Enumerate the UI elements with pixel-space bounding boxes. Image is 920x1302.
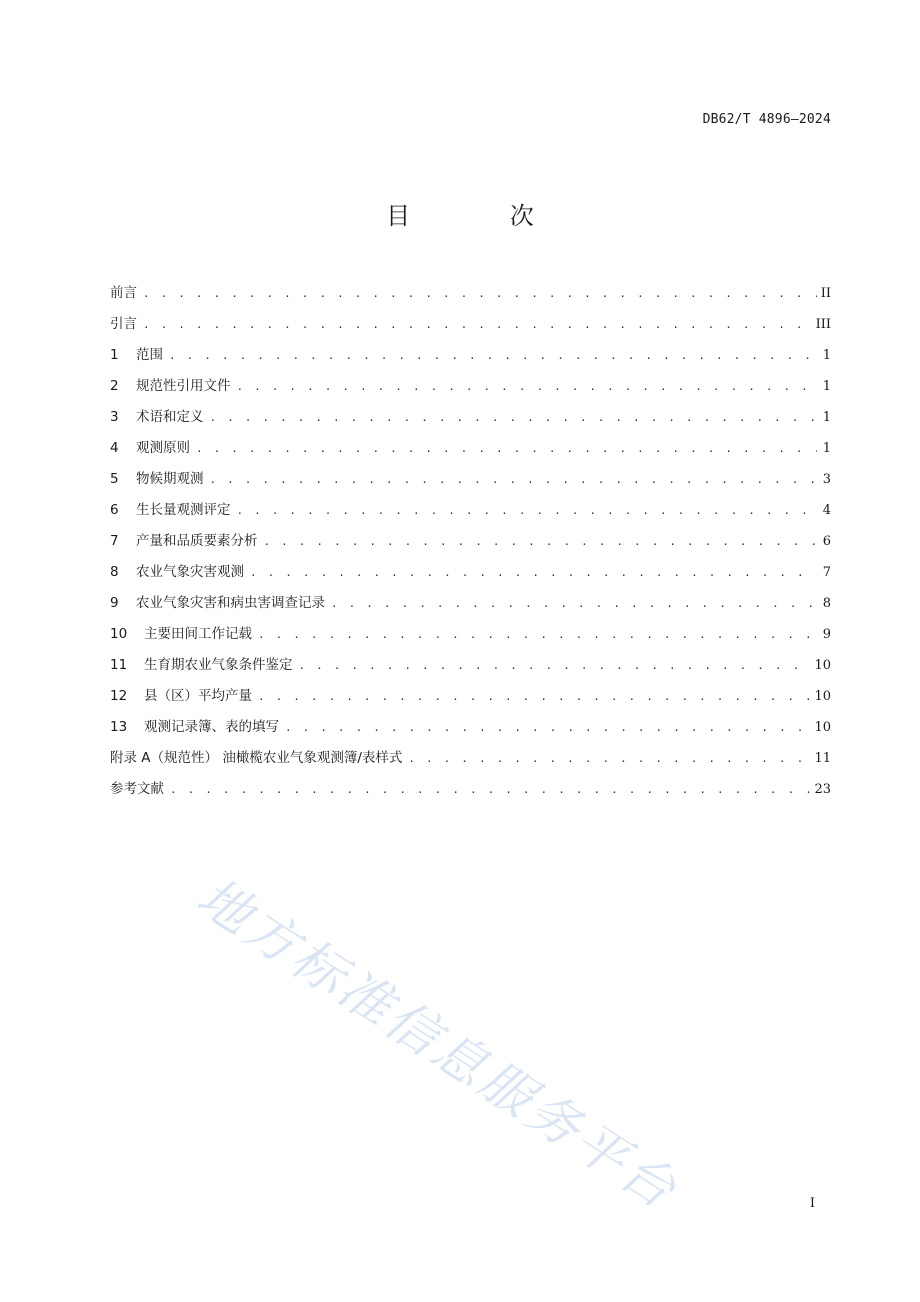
toc-entry-label: 主要田间工作记载 <box>144 626 252 642</box>
toc-entry[interactable] <box>110 619 831 650</box>
toc-entry-label: 农业气象灾害和病虫害调查记录 <box>136 595 325 611</box>
toc-entry-label: 观测原则 <box>136 440 190 456</box>
toc-entry-page: 7 <box>822 565 831 580</box>
dot-leader <box>237 495 818 526</box>
toc-entry[interactable] <box>110 712 831 743</box>
toc-entry-label: 范围 <box>136 347 163 363</box>
toc-entry-page: III <box>815 317 831 332</box>
toc-entry-number: 12 <box>110 688 128 704</box>
toc-entry-label: 观测记录簿、表的填写 <box>144 719 279 735</box>
dot-leader <box>170 774 810 805</box>
toc-entry-label: 参考文献 <box>110 781 164 797</box>
toc-entry-label: 前言 <box>110 285 137 301</box>
dot-leader <box>237 371 818 402</box>
toc-entry[interactable] <box>110 495 831 526</box>
toc-entry-label: 生育期农业气象条件鉴定 <box>144 657 293 673</box>
toc-entry-number: 2 <box>110 378 119 394</box>
toc-entry-page: 3 <box>822 472 831 487</box>
toc-entry-page: 8 <box>822 596 831 611</box>
toc-entry-page: II <box>820 286 831 301</box>
toc-entry-page: 9 <box>822 627 831 642</box>
toc-entry-page: 1 <box>822 441 831 456</box>
dot-leader <box>169 340 817 371</box>
toc-entry-label: 附录 A（规范性） 油橄榄农业气象观测簿/表样式 <box>110 750 403 766</box>
dot-leader <box>210 402 818 433</box>
toc-entry-page: 11 <box>814 751 831 766</box>
toc-entry-page: 10 <box>814 720 831 735</box>
toc-entry[interactable] <box>110 309 831 340</box>
dot-leader <box>143 278 817 309</box>
toc-entry-label: 产量和品质要素分析 <box>136 533 258 549</box>
dot-leader <box>258 619 817 650</box>
toc-entry-page: 6 <box>822 534 831 549</box>
toc-entry-number: 6 <box>110 502 119 518</box>
toc-entry-number: 8 <box>110 564 119 580</box>
toc-entry-page: 10 <box>814 689 831 704</box>
toc-entry[interactable] <box>110 433 831 464</box>
toc-entry-page: 10 <box>814 658 831 673</box>
document-code: DB62/T 4896—2024 <box>702 112 831 127</box>
toc-entry[interactable] <box>110 464 831 495</box>
toc-entry-label: 术语和定义 <box>136 409 204 425</box>
toc-entry-label: 县（区）平均产量 <box>144 688 252 704</box>
dot-leader <box>299 650 811 681</box>
toc-entry[interactable] <box>110 526 831 557</box>
toc-entry-number: 9 <box>110 595 119 611</box>
toc-entry-label: 生长量观测评定 <box>136 502 231 518</box>
toc-entry-number: 4 <box>110 440 119 456</box>
toc-entry-page: 1 <box>822 410 831 425</box>
toc-entry-page: 23 <box>814 782 831 797</box>
toc-entry-number: 11 <box>110 657 128 673</box>
dot-leader <box>285 712 810 743</box>
toc-entry[interactable] <box>110 588 831 619</box>
dot-leader <box>143 309 812 340</box>
toc-entry-number: 13 <box>110 719 128 735</box>
watermark: 地方标准信息服务平台 <box>186 866 689 1223</box>
toc-entry-number: 3 <box>110 409 119 425</box>
toc-entry[interactable] <box>110 681 831 712</box>
toc-entry[interactable] <box>110 743 831 774</box>
toc-entry-label: 引言 <box>110 316 137 332</box>
toc-entry-page: 1 <box>822 348 831 363</box>
toc-title: 目 次 <box>386 202 580 230</box>
toc-entry[interactable] <box>110 371 831 402</box>
toc-entry[interactable] <box>110 340 831 371</box>
toc-entry[interactable] <box>110 650 831 681</box>
toc-entry-number: 7 <box>110 533 119 549</box>
toc-entry-number: 1 <box>110 347 119 363</box>
toc-entry[interactable] <box>110 557 831 588</box>
toc-entry[interactable] <box>110 278 831 309</box>
toc-entry[interactable] <box>110 402 831 433</box>
dot-leader <box>258 681 810 712</box>
table-of-contents <box>110 278 831 805</box>
page-number: I <box>809 1196 815 1211</box>
dot-leader <box>210 464 818 495</box>
toc-entry-label: 规范性引用文件 <box>136 378 231 394</box>
toc-entry[interactable] <box>110 774 831 805</box>
dot-leader <box>331 588 817 619</box>
toc-entry-page: 1 <box>822 379 831 394</box>
dot-leader <box>408 743 810 774</box>
toc-entry-number: 5 <box>110 471 119 487</box>
toc-entry-label: 物候期观测 <box>136 471 204 487</box>
dot-leader <box>196 433 817 464</box>
dot-leader <box>250 557 817 588</box>
dot-leader <box>264 526 818 557</box>
toc-entry-number: 10 <box>110 626 128 642</box>
toc-entry-label: 农业气象灾害观测 <box>136 564 244 580</box>
toc-entry-page: 4 <box>822 503 831 518</box>
